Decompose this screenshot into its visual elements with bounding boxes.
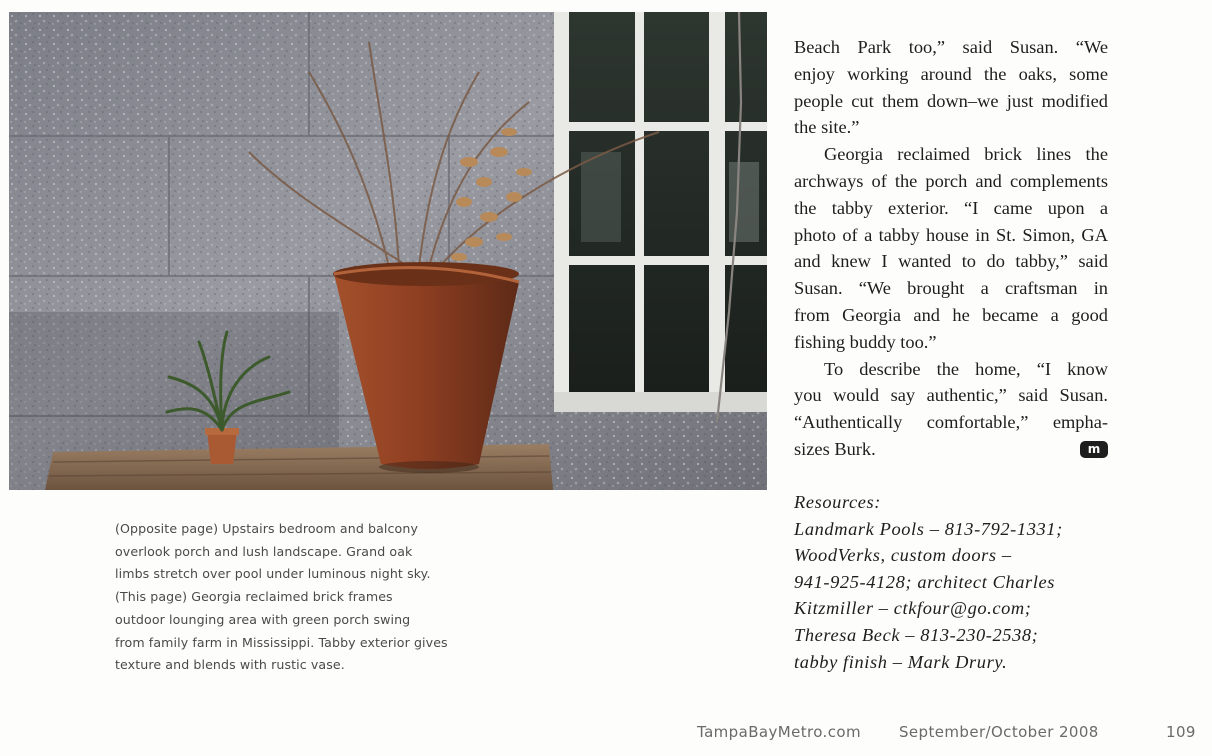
article-line: sizes Burk. (794, 438, 876, 459)
article-line: enjoy working around the oaks, some (794, 63, 1108, 84)
article-line: the site.” (794, 117, 860, 138)
article-photo (9, 12, 767, 490)
article-body (794, 34, 1108, 463)
caption-line: limbs stretch over pool under luminous night sky. (115, 566, 431, 582)
caption-line: overlook porch and lush landscape. Grand oak (115, 543, 413, 559)
article-line: archways of the porch and complements (794, 170, 1108, 191)
article-line: To describe the home, “I know (824, 358, 1108, 379)
article-line: the tabby exterior. “I came upon a (794, 197, 1108, 218)
article-line: “Authentically comfortable,” empha- (794, 412, 1108, 433)
photo-caption (115, 518, 485, 677)
article-line: and knew I wanted to do tabby,” said (794, 251, 1108, 272)
article-line: Georgia reclaimed brick lines the (824, 144, 1108, 165)
article-line: fishing buddy too.” (794, 331, 937, 352)
page-number: 109 (1166, 723, 1196, 741)
article-line: people cut them down–we just modified (794, 90, 1108, 111)
caption-line: from family farm in Mississippi. Tabby exterior gives (115, 634, 448, 650)
resource-line: Theresa Beck – 813-230-2538; (794, 624, 1039, 645)
resources-list (794, 489, 1124, 675)
article-line: from Georgia and he became a good (794, 304, 1108, 325)
article-line: Susan. “We brought a craftsman in (794, 278, 1108, 299)
end-mark-icon: m (1080, 441, 1108, 458)
resource-line: Kitzmiller – ctkfour@go.com; (794, 598, 1032, 619)
article-line: Beach Park too,” said Susan. “We (794, 37, 1108, 57)
resource-line: Landmark Pools – 813-792-1331; (794, 518, 1063, 539)
caption-line: (Opposite page) Upstairs bedroom and balcony (115, 521, 418, 536)
resources-heading: Resources: (794, 492, 882, 512)
resource-line: WoodVerks, custom doors – (794, 545, 1012, 566)
footer-site: TampaBayMetro.com (697, 723, 861, 741)
caption-line: outdoor lounging area with green porch swing (115, 611, 411, 627)
resource-line: tabby finish – Mark Drury. (794, 651, 1008, 672)
resource-line: 941-925-4128; architect Charles (794, 571, 1056, 592)
caption-line: texture and blends with rustic vase. (115, 657, 345, 673)
article-line: photo of a tabby house in St. Simon, GA (794, 224, 1108, 245)
footer-issue-date: September/October 2008 (899, 723, 1099, 741)
caption-line: (This page) Georgia reclaimed brick frames (115, 589, 393, 605)
article-last-line (794, 436, 1108, 463)
article-line: you would say authentic,” said Susan. (794, 385, 1108, 406)
